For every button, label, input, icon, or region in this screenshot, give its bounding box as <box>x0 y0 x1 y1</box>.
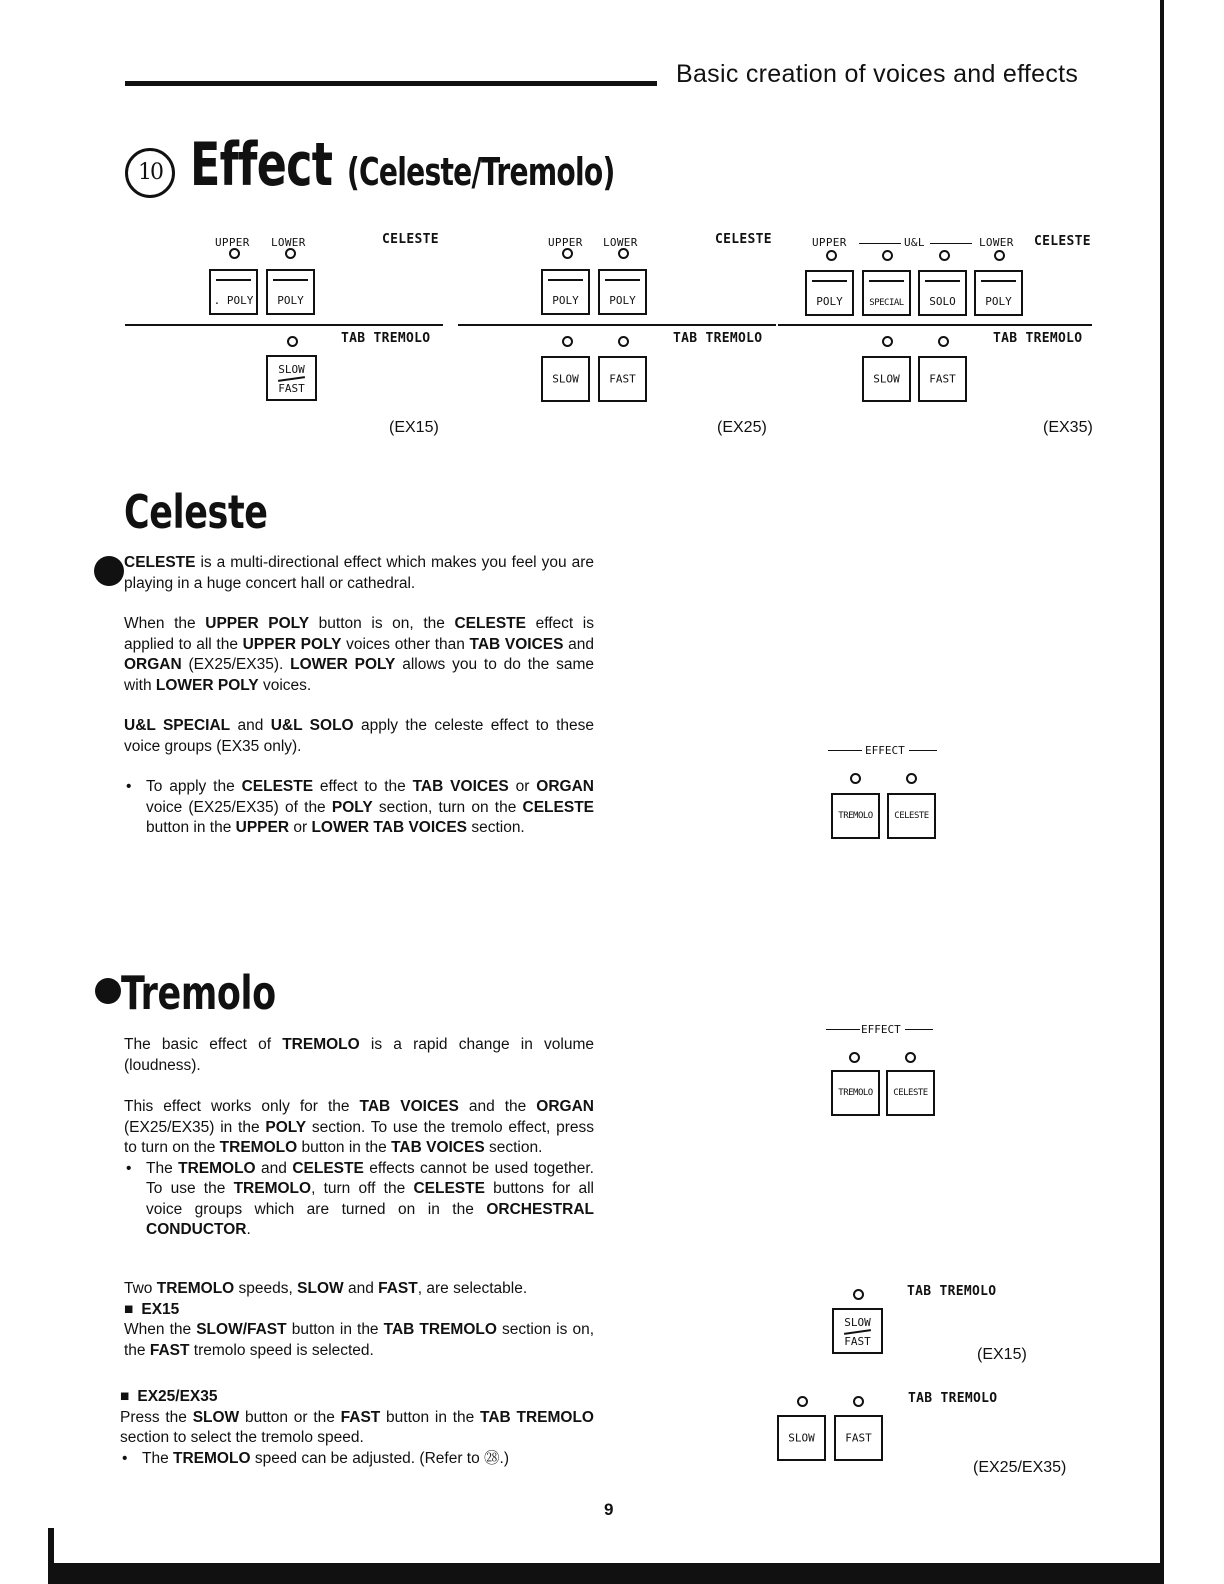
tremolo-led <box>850 773 861 784</box>
text: voice (EX25/EX35) of the <box>146 798 332 816</box>
model-label: (EX25) <box>717 419 767 436</box>
page-number: 9 <box>604 1500 614 1519</box>
tremolo-led <box>287 336 298 347</box>
section-title-sub: (Celeste/Tremolo) <box>346 150 615 194</box>
section-title-main: Effect <box>190 130 333 200</box>
text: The <box>146 1159 179 1177</box>
slow-label: SLOW <box>278 363 305 376</box>
text: TAB VOICES <box>359 1098 459 1115</box>
solo-led <box>939 250 950 261</box>
button-label: TREMOLO <box>838 811 873 821</box>
tremolo-button[interactable] <box>831 1070 880 1116</box>
text: CELESTE <box>241 778 314 795</box>
button-label: POLY <box>277 294 304 307</box>
ul-label: U&L <box>904 236 925 249</box>
text: and <box>255 1159 293 1177</box>
text: section, turn on the <box>372 798 523 816</box>
ex25-text <box>120 1408 594 1449</box>
text: TAB TREMOLO <box>480 1408 594 1426</box>
lower-label: LOWER <box>603 236 638 249</box>
text: voices other than <box>341 635 470 653</box>
button-label: POLY <box>985 295 1012 308</box>
slow-fast-button[interactable] <box>266 355 317 401</box>
special-button[interactable] <box>862 270 911 316</box>
tremolo-heading: Tremolo <box>121 966 276 1020</box>
header-rule <box>125 81 657 86</box>
fast-led <box>853 1396 864 1407</box>
celeste-paragraph-3 <box>124 716 594 757</box>
lower-label: LOWER <box>271 236 306 249</box>
fast-button[interactable] <box>598 356 647 402</box>
slow-led <box>882 336 893 347</box>
lower-poly-button[interactable] <box>974 270 1023 316</box>
slow-button[interactable] <box>541 356 590 402</box>
fast-led <box>618 336 629 347</box>
fast-led <box>938 336 949 347</box>
section-title <box>190 130 615 200</box>
text: LOWER POLY <box>290 656 396 673</box>
text: When the <box>124 615 206 632</box>
celeste-paragraph-2 <box>124 614 594 696</box>
text: apply the celeste effect to these voice groups (EX35 only). <box>124 717 595 755</box>
text: .) <box>499 1449 510 1467</box>
lower-led <box>285 248 296 259</box>
button-label: POLY <box>552 294 579 307</box>
text: U&L SOLO <box>270 717 354 734</box>
text: or <box>289 819 312 836</box>
text: U&L SPECIAL <box>124 717 231 734</box>
tab-tremolo-label: TAB TREMOLO <box>341 331 431 346</box>
text: When the <box>124 1321 197 1338</box>
text: tremolo speed is selected. <box>189 1341 374 1359</box>
text: , turn off the <box>311 1180 414 1197</box>
tremolo-paragraph-3 <box>124 1279 594 1361</box>
text: effect is applied to all the <box>124 615 595 653</box>
text: TAB VOICES <box>391 1139 485 1156</box>
celeste-button[interactable] <box>886 1070 935 1116</box>
ul-line-right <box>930 243 972 244</box>
tremolo-button[interactable] <box>831 793 880 839</box>
text: effects cannot be used together. To use the <box>146 1159 594 1197</box>
list-item <box>124 1159 594 1241</box>
button-label: FAST <box>845 1431 872 1445</box>
text: CELESTE <box>292 1159 364 1177</box>
text: allows you to do the same with <box>124 656 594 694</box>
upper-led <box>826 250 837 261</box>
effect-line-left <box>826 1029 860 1030</box>
text: EX25/EX35 <box>137 1388 218 1405</box>
page-border-bottom <box>48 1563 1164 1584</box>
slow-label: SLOW <box>844 1316 871 1329</box>
list-item <box>120 1449 594 1470</box>
model-label: (EX15) <box>977 1346 1027 1363</box>
text: button in the <box>286 1321 384 1338</box>
celeste-label: CELESTE <box>715 232 772 247</box>
model-label: (EX25/EX35) <box>973 1459 1067 1476</box>
text: TREMOLO <box>173 1449 251 1467</box>
text: This effect works only for the <box>124 1098 360 1115</box>
button-label: SPECIAL <box>869 298 904 308</box>
page-border-left <box>48 1528 54 1584</box>
text: and <box>563 635 594 653</box>
text: To apply the <box>146 778 242 795</box>
slow-fast-button[interactable] <box>832 1308 883 1354</box>
model-label: (EX35) <box>1043 419 1093 436</box>
text: section is on, the <box>124 1321 594 1359</box>
text: EX15 <box>141 1300 180 1318</box>
section-number: 10 <box>125 148 175 198</box>
celeste-paragraph-1 <box>124 553 594 594</box>
text: and <box>343 1280 379 1297</box>
text: CELESTE <box>413 1180 485 1197</box>
divider <box>125 324 443 326</box>
text: (EX25/EX35). <box>181 656 291 673</box>
text: CELESTE <box>522 798 594 816</box>
section-bullet <box>95 978 121 1004</box>
button-label: TREMOLO <box>838 1088 873 1098</box>
text: SLOW <box>192 1408 240 1426</box>
reference-number: ㉘ <box>484 1449 500 1467</box>
celeste-heading: Celeste <box>124 485 268 539</box>
slow-led <box>562 336 573 347</box>
tab-tremolo-label: TAB TREMOLO <box>907 1284 997 1299</box>
button-label: FAST <box>929 372 956 386</box>
celeste-button[interactable] <box>887 793 936 839</box>
text: speeds, <box>234 1280 298 1297</box>
text: Press the <box>120 1408 193 1426</box>
text: and the <box>458 1098 537 1115</box>
text: button is on, the <box>309 615 455 632</box>
text: UPPER <box>235 819 290 836</box>
button-label: FAST <box>609 372 636 386</box>
text: FAST <box>149 1341 190 1359</box>
text: ORCHESTRAL CONDUCTOR <box>146 1200 594 1238</box>
slow-button[interactable] <box>862 356 911 402</box>
list-item <box>124 777 594 839</box>
celeste-paragraph-4 <box>124 777 594 839</box>
text: section to select the tremolo speed. <box>120 1429 364 1446</box>
section-bullet <box>94 556 124 586</box>
tremolo-led <box>853 1289 864 1300</box>
celeste-label: CELESTE <box>382 232 439 247</box>
text: button in the <box>297 1139 392 1156</box>
text: UPPER POLY <box>205 615 310 632</box>
text: buttons for all voice groups which are turned on in the <box>146 1180 595 1218</box>
button-label: SOLO <box>929 295 956 308</box>
text: POLY <box>265 1118 307 1136</box>
text: TAB TREMOLO <box>383 1321 497 1338</box>
divider <box>458 324 776 326</box>
text: button in the <box>380 1408 481 1426</box>
upper-led <box>562 248 573 259</box>
button-label: POLY <box>609 294 636 307</box>
lower-poly-button[interactable] <box>266 269 315 315</box>
button-label: POLY <box>816 295 843 308</box>
celeste-label: CELESTE <box>1034 234 1091 249</box>
tab-tremolo-label: TAB TREMOLO <box>993 331 1083 346</box>
text: The basic effect of <box>124 1036 283 1053</box>
upper-led <box>229 248 240 259</box>
text: ORGAN <box>536 778 594 795</box>
header-title: Basic creation of voices and effects <box>676 60 1079 88</box>
lower-led <box>994 250 1005 261</box>
text: is a rapid change in volume (loudness). <box>124 1036 594 1074</box>
solo-button[interactable] <box>918 270 967 316</box>
button-label: CELESTE <box>893 1088 928 1098</box>
divider <box>778 324 1092 326</box>
upper-poly-button[interactable] <box>209 269 258 315</box>
text: voices. <box>258 676 312 694</box>
text: TREMOLO <box>178 1159 256 1177</box>
text: , are selectable. <box>417 1280 528 1297</box>
text: is a multi-directional effect which makes you feel you are playing in a huge concert hall or cathedral. <box>124 554 594 592</box>
fast-button[interactable] <box>918 356 967 402</box>
text: LOWER POLY <box>155 676 259 694</box>
text: and <box>230 717 271 734</box>
ex15-subheading <box>124 1300 594 1321</box>
upper-label: UPPER <box>215 236 250 249</box>
text: TREMOLO <box>219 1139 298 1156</box>
text: FAST <box>340 1408 381 1426</box>
text: speed can be adjusted. (Refer to <box>250 1449 485 1467</box>
effect-label: EFFECT <box>865 744 905 757</box>
effect-line-right <box>909 750 937 751</box>
fast-button[interactable] <box>834 1415 883 1461</box>
text: CELESTE <box>454 615 526 632</box>
upper-poly-button[interactable] <box>805 270 854 316</box>
text: . <box>246 1221 251 1238</box>
text: UPPER POLY <box>242 635 342 653</box>
fast-label: FAST <box>278 382 305 395</box>
ex15-text <box>124 1320 594 1361</box>
ex25-subheading <box>120 1387 594 1408</box>
lower-led <box>618 248 629 259</box>
button-label: SLOW <box>873 372 900 386</box>
text: or <box>508 778 537 795</box>
button-label: . POLY <box>213 294 254 307</box>
tremolo-paragraph-4 <box>120 1387 594 1469</box>
text: ORGAN <box>536 1098 594 1115</box>
text: TREMOLO <box>282 1036 360 1053</box>
tab-tremolo-label: TAB TREMOLO <box>673 331 763 346</box>
text: button or the <box>239 1408 341 1426</box>
lower-poly-button[interactable] <box>598 269 647 315</box>
model-label: (EX15) <box>389 419 439 436</box>
text: POLY <box>331 798 373 816</box>
tremolo-paragraph-1 <box>124 1035 594 1076</box>
tremolo-led <box>849 1052 860 1063</box>
celeste-led <box>905 1052 916 1063</box>
button-label: CELESTE <box>894 811 929 821</box>
celeste-led <box>906 773 917 784</box>
text: button in the <box>146 819 236 836</box>
text: section. <box>467 819 525 836</box>
text: The <box>142 1449 174 1467</box>
text: TAB VOICES <box>469 635 564 653</box>
text: ORGAN <box>124 656 182 673</box>
lower-label: LOWER <box>979 236 1014 249</box>
text: section. To use the tremolo effect, press to turn on the <box>124 1118 595 1156</box>
button-label: SLOW <box>552 372 579 386</box>
text: LOWER TAB VOICES <box>311 819 468 836</box>
text: SLOW <box>297 1280 344 1297</box>
slow-led <box>797 1396 808 1407</box>
text: Two <box>124 1280 157 1297</box>
text: TREMOLO <box>156 1280 235 1297</box>
page-border-right <box>1160 0 1164 1584</box>
upper-poly-button[interactable] <box>541 269 590 315</box>
text: CELESTE <box>124 554 196 571</box>
text: effect to the <box>313 778 413 795</box>
effect-line-left <box>828 750 862 751</box>
special-led <box>882 250 893 261</box>
text: FAST <box>378 1280 418 1297</box>
text: SLOW/FAST <box>196 1321 287 1338</box>
text: (EX25/EX35) in the <box>124 1118 266 1136</box>
button-label: SLOW <box>788 1431 815 1445</box>
upper-label: UPPER <box>548 236 583 249</box>
ul-line-left <box>859 243 901 244</box>
upper-label: UPPER <box>812 236 847 249</box>
effect-label: EFFECT <box>861 1023 901 1036</box>
tab-tremolo-label: TAB TREMOLO <box>908 1391 998 1406</box>
effect-line-right <box>905 1029 933 1030</box>
text: TAB VOICES <box>412 778 509 795</box>
fast-label: FAST <box>844 1335 871 1348</box>
tremolo-paragraph-2 <box>124 1097 594 1241</box>
text: TREMOLO <box>233 1180 312 1197</box>
slow-button[interactable] <box>777 1415 826 1461</box>
text: section. <box>484 1139 543 1156</box>
